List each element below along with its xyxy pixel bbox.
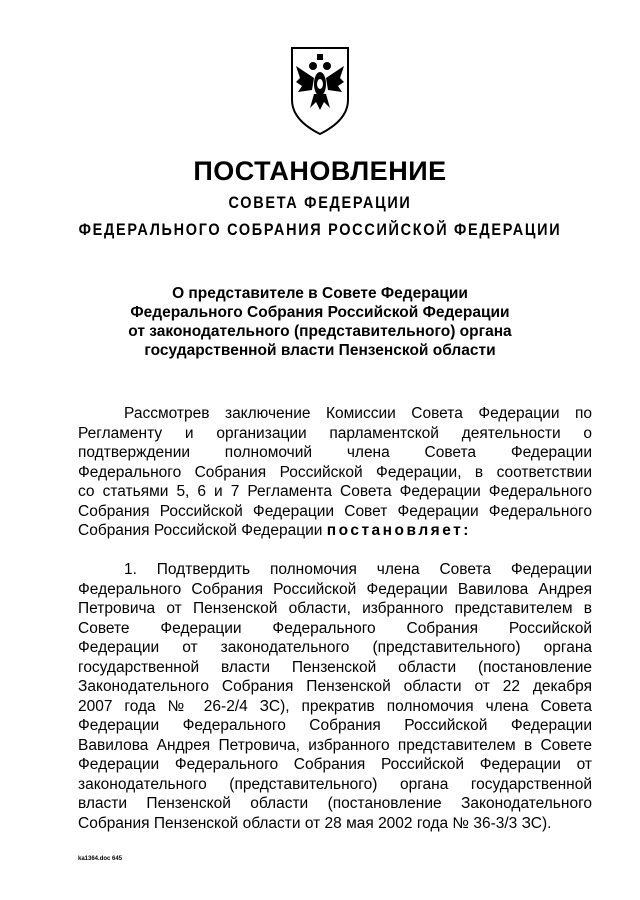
point-1-paragraph [78,560,592,833]
subject-line: от законодательного (представительного) органа [128,323,512,340]
point-1-line: Собрания Пензенской области от 28 мая 2002 года № 36-3/3 ЗС). [78,814,552,832]
preamble-line: со статьями 5, 6 и 7 Регламента Совета Федерации Федерального [78,483,592,500]
preamble-line: Собрания Российской Федерации [78,522,327,539]
point-1-line: Федерации Федерального Собрания Российской Федерации [78,717,592,734]
subject-line: государственной власти Пензенской области [144,342,496,359]
subject-line: О представителе в Совете Федерации [172,285,468,302]
point-1-line: Законодательного Собрания Пензенской области от 22 декабря [78,678,592,695]
document-subject [0,284,640,360]
preamble-line: Рассмотрев заключение Комиссии Совета Федерации по [124,405,592,422]
point-1-line: Совете Федерации Федерального Собрания Российской [78,619,592,637]
preamble-line: Регламенту и организации парламентской деятельности о [78,424,592,442]
point-1-line: государственной власти Пензенской области (постановление [78,658,592,676]
point-1-line: Федерального Собрания Российской Федерации Вавилова Андрея [78,580,592,598]
point-1-line: Вавилова Андрея Петровича, избранного представителем в Совете [78,736,592,754]
point-1-line: Федерации Федерального Собрания Российской Федерации от [78,756,592,773]
preamble-last-line [78,521,592,541]
point-1-line: 2007 года № 26-2/4 ЗС), прекратив полномочия члена Совета [78,697,592,715]
preamble-line: Собрания Российской Федерации Совет Федерации Федерального [78,502,592,520]
preamble-line: Федерального Собрания Российской Федерации, в соответствии [78,463,592,481]
document-title: ПОСТАНОВЛЕНИЕ [193,156,447,186]
file-reference: ka1364.doc 645 [78,856,123,862]
point-1-line: 1. Подтвердить полномочия члена Совета Федерации [124,561,592,578]
document-subtitle-assembly: ФЕДЕРАЛЬНОГО СОБРАНИЯ РОССИЙСКОЙ ФЕДЕРАЦИИ [78,220,562,239]
point-1-line: Федерации от законодательного (представительного) органа [78,639,592,656]
point-1-line: власти Пензенской области (постановление Законодательного [78,795,592,812]
preamble-paragraph [78,404,592,541]
point-1-line: законодательного (представительного) органа государственной [78,775,592,793]
point-1-line: Петровича от Пензенской области, избранного представителем в [78,600,592,617]
document-subtitle-council: СОВЕТА ФЕДЕРАЦИИ [228,193,412,212]
coat-of-arms-emblem [288,44,352,136]
decree-word: постановляет: [326,522,471,539]
subject-line: Федерального Собрания Российской Федерации [130,304,510,321]
preamble-line: подтверждении полномочий члена Совета Федерации [78,444,592,461]
